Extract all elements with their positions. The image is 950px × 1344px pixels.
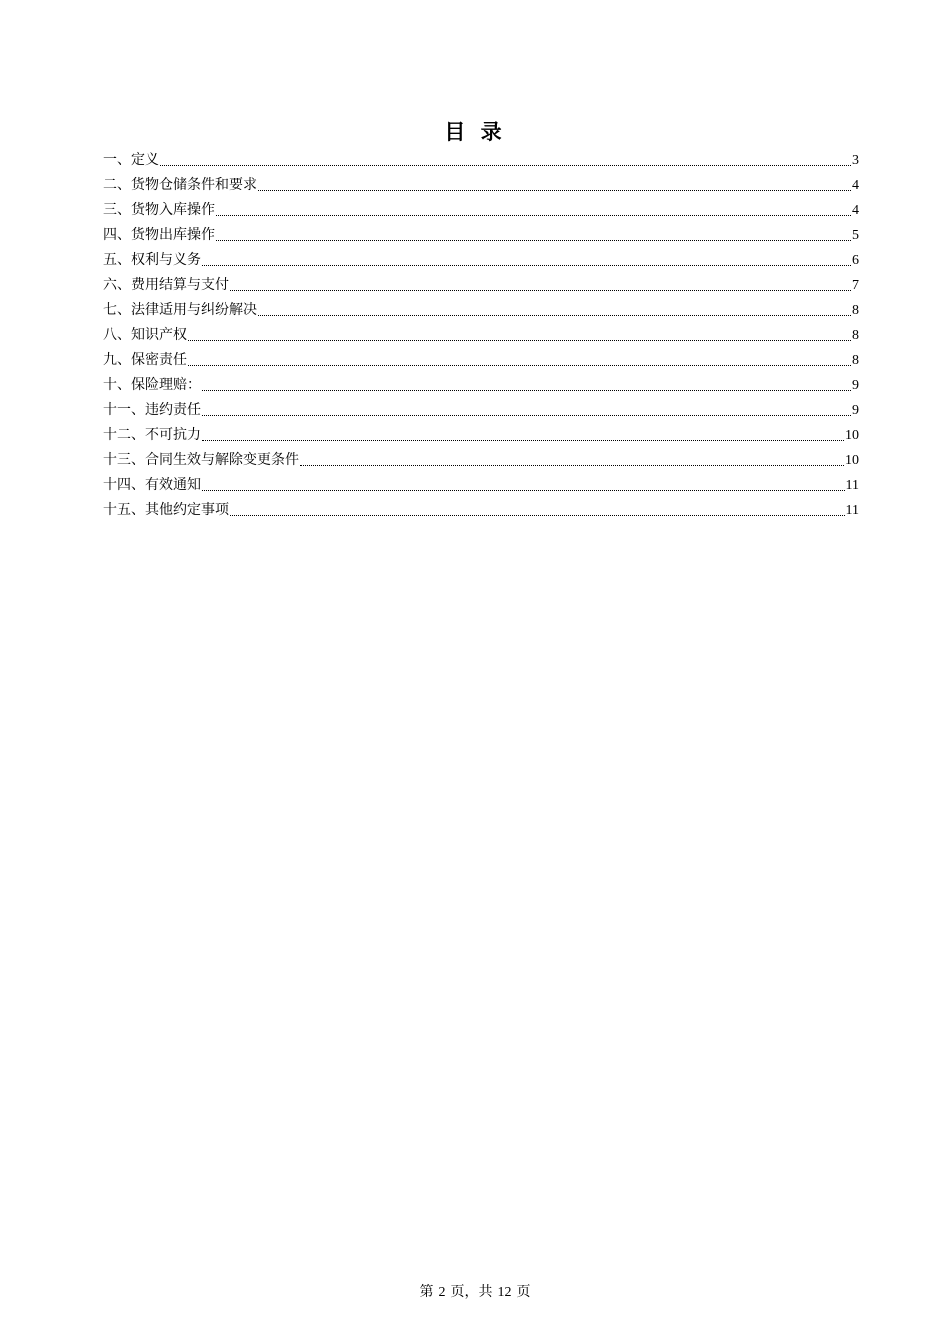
toc-entry[interactable] xyxy=(103,248,859,273)
toc-entry-label: 三、货物入库操作 xyxy=(103,202,215,218)
toc-entry-page: 3 xyxy=(852,153,859,168)
toc-entry[interactable] xyxy=(103,348,859,373)
toc-entry[interactable] xyxy=(103,498,859,523)
toc-dot-leader xyxy=(188,340,851,341)
toc-entry-label: 十三、合同生效与解除变更条件 xyxy=(103,452,299,468)
toc-entry-label: 十五、其他约定事项 xyxy=(103,502,229,518)
table-of-contents xyxy=(103,148,859,523)
toc-title: 目 录 xyxy=(444,119,506,144)
toc-entry-label: 一、定义 xyxy=(103,152,159,168)
toc-entry[interactable] xyxy=(103,448,859,473)
toc-dot-leader xyxy=(258,190,851,191)
toc-entry-label: 九、保密责任 xyxy=(103,352,187,368)
toc-entry-page: 6 xyxy=(852,253,859,268)
toc-entry-page: 9 xyxy=(852,378,859,393)
toc-dot-leader xyxy=(216,240,851,241)
toc-entry[interactable] xyxy=(103,423,859,448)
footer-current-page: 2 xyxy=(438,1285,446,1300)
toc-dot-leader xyxy=(258,315,851,316)
toc-entry[interactable] xyxy=(103,148,859,173)
toc-entry-label: 十一、违约责任 xyxy=(103,402,201,418)
toc-dot-leader xyxy=(160,165,851,166)
toc-entry-label: 七、法律适用与纠纷解决 xyxy=(103,302,257,318)
toc-entry-page: 8 xyxy=(852,303,859,318)
toc-entry-label: 十、保险理赔： xyxy=(103,377,201,393)
toc-entry[interactable] xyxy=(103,173,859,198)
toc-entry[interactable] xyxy=(103,223,859,248)
toc-dot-leader xyxy=(230,290,851,291)
toc-entry[interactable] xyxy=(103,473,859,498)
toc-entry-label: 十二、不可抗力 xyxy=(103,427,201,443)
toc-entry-label: 八、知识产权 xyxy=(103,327,187,343)
toc-entry-page: 11 xyxy=(845,503,859,518)
toc-dot-leader xyxy=(216,215,851,216)
toc-entry-page: 10 xyxy=(845,428,859,443)
toc-entry[interactable] xyxy=(103,398,859,423)
toc-entry[interactable] xyxy=(103,273,859,298)
toc-entry-page: 8 xyxy=(852,353,859,368)
toc-entry[interactable] xyxy=(103,323,859,348)
toc-entry[interactable] xyxy=(103,373,859,398)
toc-dot-leader xyxy=(188,365,851,366)
footer-prefix: 第 xyxy=(419,1284,434,1300)
toc-dot-leader xyxy=(300,465,844,466)
toc-entry-label: 五、权利与义务 xyxy=(103,252,201,268)
toc-dot-leader xyxy=(230,515,845,516)
toc-entry[interactable] xyxy=(103,198,859,223)
toc-entry-label: 二、货物仓储条件和要求 xyxy=(103,177,257,193)
toc-dot-leader xyxy=(202,490,845,491)
toc-dot-leader xyxy=(202,440,844,441)
toc-entry-page: 11 xyxy=(845,478,859,493)
toc-dot-leader xyxy=(202,265,851,266)
toc-entry-page: 8 xyxy=(852,328,859,343)
toc-entry-label: 六、费用结算与支付 xyxy=(103,277,229,293)
toc-dot-leader xyxy=(202,415,851,416)
toc-entry-label: 四、货物出库操作 xyxy=(103,227,215,243)
toc-dot-leader xyxy=(202,390,851,391)
toc-entry-page: 5 xyxy=(852,228,859,243)
footer-suffix: 页 xyxy=(516,1284,531,1300)
toc-entry-page: 7 xyxy=(852,278,859,293)
footer-total-pages: 12 xyxy=(497,1285,512,1300)
page-footer xyxy=(0,1281,950,1301)
toc-entry-page: 4 xyxy=(852,178,859,193)
toc-entry-page: 10 xyxy=(845,453,859,468)
toc-entry[interactable] xyxy=(103,298,859,323)
toc-entry-label: 十四、有效通知 xyxy=(103,477,201,493)
toc-entry-page: 9 xyxy=(852,403,859,418)
toc-entry-page: 4 xyxy=(852,203,859,218)
footer-middle: 页，共 xyxy=(450,1284,493,1300)
